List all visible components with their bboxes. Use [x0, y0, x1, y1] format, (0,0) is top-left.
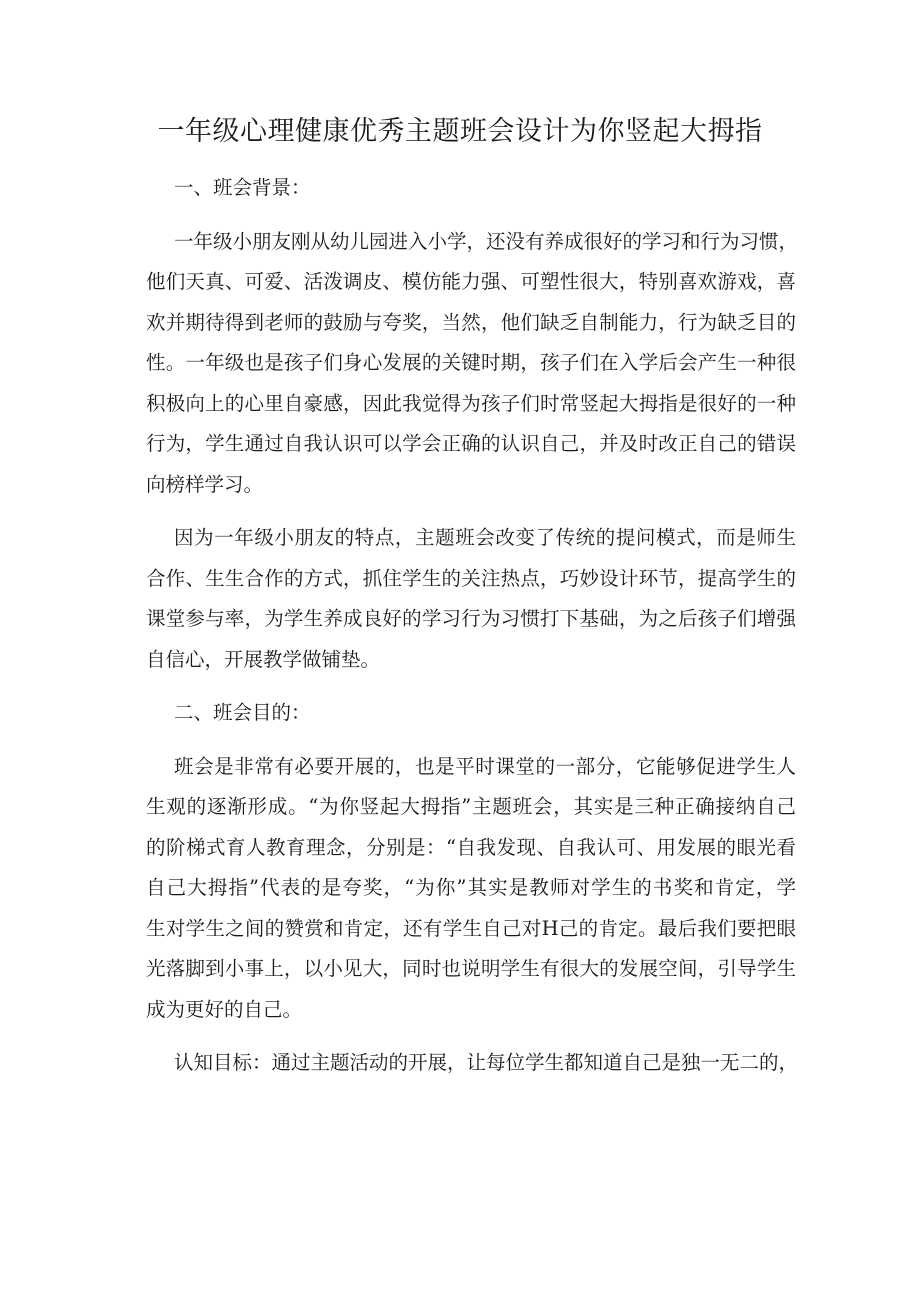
paragraph-purpose	[146, 747, 796, 1031]
paragraph-background	[146, 222, 799, 506]
text-line: 一年级小朋友刚从幼儿园进入小学，还没有养成很好的学习和行为习惯，	[174, 229, 799, 253]
document-title: 一年级心理健康优秀主题班会设计为你竖起大拇指	[157, 116, 763, 147]
text-line: 因为一年级小朋友的特点，主题班会改变了传统的提问模式，而是师生	[174, 526, 796, 549]
text-line: 积极向上的心里自豪感，因此我觉得为孩子们时常竖起大拇指是很好的一种	[146, 391, 796, 415]
text-line: 自信心，开展教学做铺垫。	[146, 647, 381, 671]
text-line: 合作、生生合作的方式，抓住学生的关注热点，巧妙设计环节，提高学生的	[146, 566, 796, 590]
text-line: 生对学生之间的赞赏和肯定，还有学生自己对H己的肯定。最后我们要把眼	[146, 916, 796, 940]
text-line: 向榜样学习。	[146, 472, 264, 496]
text-line: 光落脚到小事上，以小见大，同时也说明学生有很大的发展空间，引导学生	[146, 957, 796, 980]
text-line: 课堂参与率，为学生养成良好的学习行为习惯打下基础，为之后孩子们增强	[146, 607, 796, 630]
text-line: 自己大拇指”代表的是夸奖，“为你”其实是教师对学生的书奖和肯定，学	[146, 876, 796, 899]
paragraph-method	[146, 518, 796, 680]
section-heading-purpose: 二、班会目的：	[174, 701, 311, 724]
section-heading-background: 一、班会背景：	[174, 176, 311, 199]
text-line: 欢并期待得到老师的鼓励与夸奖，当然，他们缺乏自制能力，行为缺乏目的	[146, 310, 796, 334]
text-line: 他们天真、可爱、活泼调皮、模仿能力强、可塑性很大，特别喜欢游戏，喜	[146, 270, 796, 293]
text-line: 行为，学生通过自我认识可以学会正确的认识自己，并及时改正自己的错误	[146, 432, 796, 455]
text-line: 成为更好的自己。	[146, 997, 303, 1021]
text-line: 性。一年级也是孩子们身心发展的关键时期，孩子们在入学后会产生一种很	[146, 351, 796, 374]
document-body	[146, 168, 799, 1097]
text-line: 的阶梯式育人教育理念，分别是：“自我发现、自我认可、用发展的眼光看	[146, 835, 796, 859]
text-line: 生观的逐渐形成。“为你竖起大拇指”主题班会，其实是三种正确接纳自己	[146, 795, 796, 818]
text-line: 认知目标：通过主题活动的开展，让每位学生都知道自己是独一无二的，	[174, 1051, 799, 1074]
paragraph-cognitive-goal	[146, 1043, 799, 1084]
text-line: 班会是非常有必要开展的，也是平时课堂的一部分，它能够促进学生人	[174, 754, 796, 778]
